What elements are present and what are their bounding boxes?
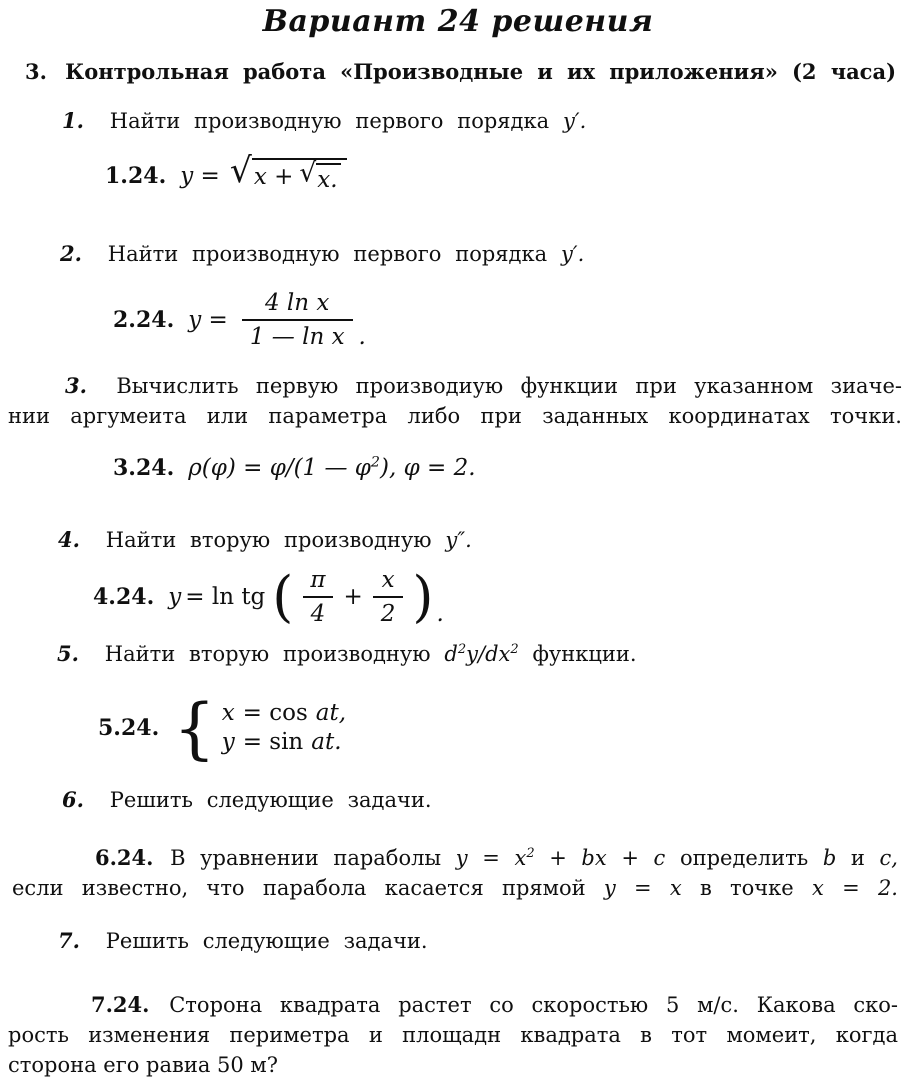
point-equation: x = 2. [812,876,898,900]
page-title: Вариант 24 решения [262,4,654,39]
fraction-denominator: 2 [373,596,404,627]
formula-lhs-eq: = ln tg [185,584,266,610]
item-math: y′. [560,242,585,266]
fraction-numerator: x [381,567,395,593]
eq-sin: = sin [242,729,304,755]
formula-body-pre: ρ(φ) = φ/(1 — φ [188,455,371,481]
item-text: Решить следующие задачи. [105,929,428,953]
line-equation: y = x [603,876,682,900]
formula-label: 7.24. [91,992,150,1017]
item-line-2 [8,401,902,431]
para-text: в точке [699,876,794,900]
eq-cos: = cos [242,700,308,726]
item-math: y′. [562,109,587,133]
section-number: 3. [25,59,47,84]
outer-radical [229,151,347,194]
item-number: 3. [65,373,87,398]
radical-icon: √ [299,157,317,189]
para-line-1 [12,843,898,873]
item-text: Найти производную первого порядка [109,109,550,133]
section-title: Контрольная работа «Производные и их приложения» (2 часа) [65,59,897,84]
arg-at: at, [315,700,347,726]
formula-lhs: y = [188,307,228,333]
superscript: 2 [457,642,467,657]
para-text: Сторона квадрата растет со скоростью 5 м/с. Какова ско- [169,993,898,1017]
system-line-2 [222,729,346,755]
math-bx-c: + bx + c [534,846,666,870]
formula-1-24 [105,151,347,194]
item-number: 1. [62,108,84,133]
item-number: 5. [57,641,79,666]
para-line-3 [8,1050,898,1080]
formula-6-24 [12,843,898,903]
item-math [444,642,518,666]
problem-item-3 [8,371,902,431]
parabola-equation [456,846,666,870]
para-line-2 [8,1020,898,1050]
superscript: 2 [526,846,535,861]
item-text-post: функции. [532,642,637,666]
var-y: y [221,729,235,755]
fraction-numerator: π [310,567,326,593]
formula-label: 4.24. [93,584,155,610]
problem-item-2 [60,241,584,266]
fraction-pi-4 [302,567,333,627]
item-text: Вычислить первую производиую функции при указанном зиаче- [116,374,902,398]
para-text: В уравнении параболы [170,846,442,870]
formula-2-24 [113,290,366,350]
formula-lhs: y = [180,163,220,190]
var-b: b [822,846,837,870]
item-number: 2. [60,241,82,266]
formula-label: 5.24. [98,714,160,741]
formula-7-24 [8,990,898,1080]
para-line-1 [8,990,898,1020]
radicand-text: x + [253,164,294,190]
radical-icon: √ [229,151,252,192]
item-math: y″. [445,528,472,552]
fraction [242,290,353,350]
arg-at: at. [311,729,342,755]
formula-label: 2.24. [113,307,175,333]
para-text: рость изменения периметра и площадн квадрата в тот момеит, когда [8,1023,898,1047]
formula-body [188,455,475,481]
equation-system [222,700,346,755]
item-number: 6. [62,787,84,812]
item-text: Найти производную первого порядка [107,242,548,266]
item-text: Решить следующие задачи. [109,788,432,812]
problem-item-5 [57,641,637,666]
item-number: 4. [58,527,80,552]
problem-item-1 [62,108,586,133]
para-text: определить [679,846,809,870]
problem-item-4 [58,527,472,552]
fraction-x-2 [373,567,404,627]
fraction-numerator: 4 ln x [264,290,330,316]
section-header [25,59,896,84]
formula-4-24: 4.24. y = ln tg ( $\frac{\pi}{4}$ + $\frac{x}{2}$ ) . [93,564,444,629]
item-text: Найти вторую производную [105,528,432,552]
var-x: x [221,700,235,726]
formula-label: 3.24. [113,455,175,481]
para-text: и [850,846,865,870]
math-ydx: y/dx [466,642,511,666]
item-text: нии аргумеита или параметра либо при заданных координатах точки. [8,404,902,428]
formula-5-24: 5.24. { x = cos at, y = sin at. [98,688,347,767]
inner-radical [299,157,340,193]
math-y-eq-x: y = x [455,846,527,870]
var-c: c, [879,846,898,870]
superscript: 2 [510,642,519,657]
formula-label: 1.24. [105,163,167,190]
problem-item-7 [58,928,428,953]
system-line-1 [222,700,346,726]
superscript: 2 [370,454,380,471]
math-d: d [444,642,458,666]
para-text: если известно, что парабола касается прямой [12,876,586,900]
plus-sign: + [343,584,363,610]
para-text: сторона его равиа 50 м? [8,1053,279,1077]
fraction-denominator: 1 — ln x [242,319,353,350]
inner-radicand-text: x. [317,167,338,193]
formula-tail: . [358,324,366,350]
item-line-1 [8,371,902,401]
formula-body-post: ), φ = 2. [379,455,476,481]
formula-label: 6.24. [95,845,154,870]
formula-tail: . [436,601,444,627]
formula-3-24 [113,455,476,481]
problem-item-6 [62,787,432,812]
fraction-denominator: 4 [303,596,334,627]
formula-lhs-var: y [168,584,182,610]
item-text: Найти вторую производную [104,642,431,666]
item-number: 7. [58,928,80,953]
para-line-2 [12,873,898,903]
